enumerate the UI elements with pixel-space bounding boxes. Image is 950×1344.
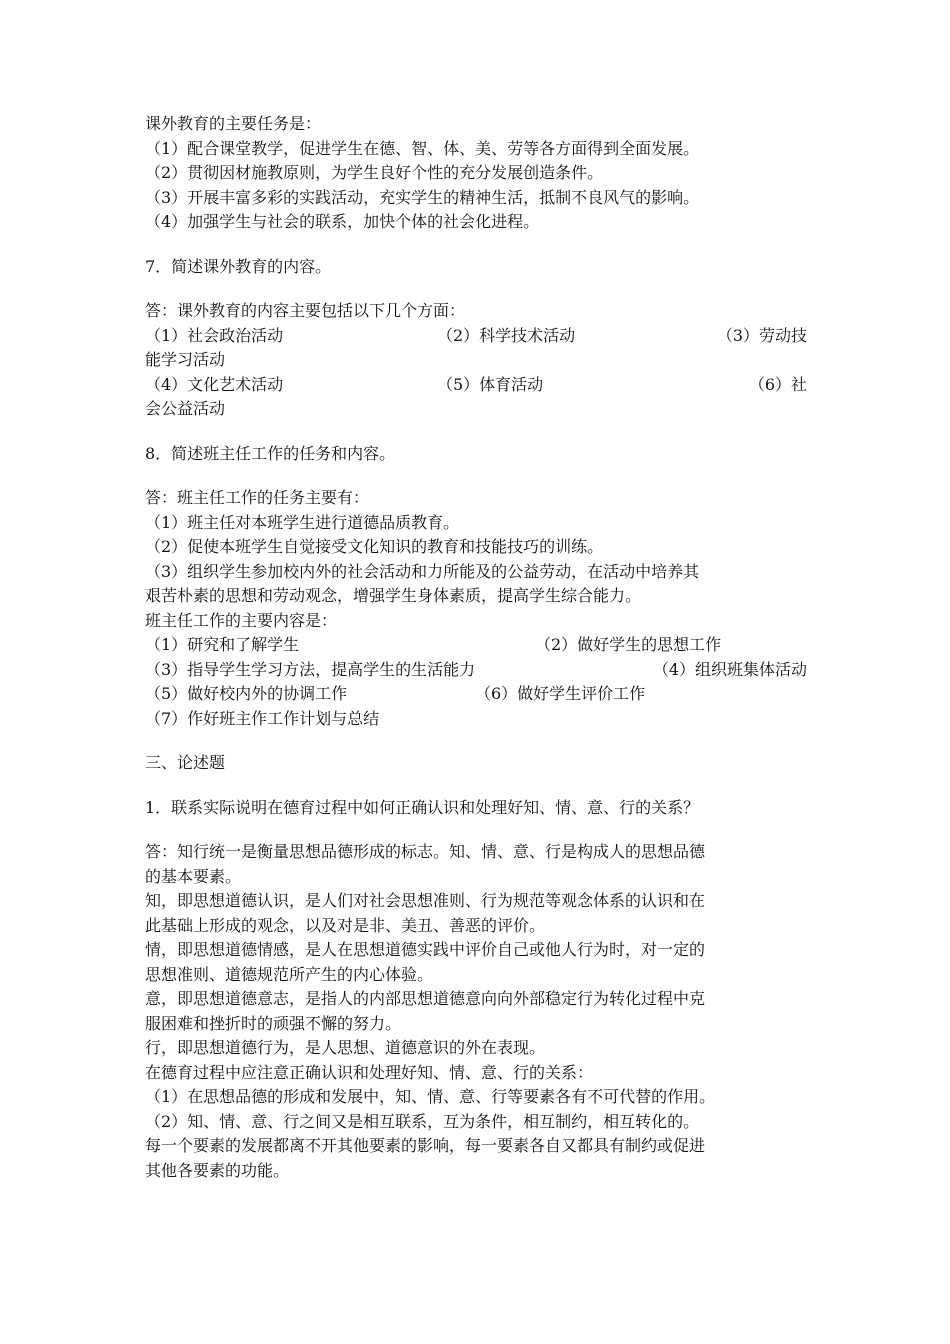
answer-line: 意，即思想道德意志，是指人的内部思想道德意向向外部稳定行为转化过程中克 bbox=[145, 989, 706, 1008]
list-item: （2）促使本班学生自觉接受文化知识的教育和技能技巧的训练。 bbox=[145, 537, 604, 556]
list-item: （1）研究和了解学生 bbox=[145, 635, 300, 654]
list-item: （3）组织学生参加校内外的社会活动和力所能及的公益劳动，在活动中培养其 bbox=[145, 561, 700, 581]
list-item: （5）体育活动 bbox=[437, 374, 544, 394]
list-item: （4）组织班集体活动 bbox=[652, 659, 807, 679]
question-7: 7．简述课外教育的内容。 bbox=[145, 256, 332, 276]
q8-content-intro: 班主任工作的主要内容是： bbox=[145, 610, 338, 630]
answer-line: 的基本要素。 bbox=[145, 866, 242, 886]
spacer bbox=[145, 422, 807, 442]
q7-answer-intro: 答：课外教育的内容主要包括以下几个方面： bbox=[145, 301, 466, 320]
q7-row-1 bbox=[145, 324, 807, 349]
document-page bbox=[145, 112, 807, 1183]
question-8: 8．简述班主任工作的任务和内容。 bbox=[145, 443, 396, 463]
spacer bbox=[145, 279, 807, 299]
list-item: （1）社会政治活动 bbox=[145, 325, 284, 345]
list-item: （7）作好班主作工作计划与总结 bbox=[145, 708, 380, 728]
q8-content-row-1 bbox=[145, 633, 807, 658]
list-item: （5）做好校内外的协调工作 bbox=[145, 684, 348, 703]
spacer bbox=[145, 820, 807, 840]
q8-answer-intro: 答：班主任工作的任务主要有： bbox=[145, 488, 370, 507]
list-item: （6）社 bbox=[748, 374, 807, 394]
spacer bbox=[145, 731, 807, 751]
answer-line: 其他各要素的功能。 bbox=[145, 1160, 290, 1180]
answer-line: 在德育过程中应注意正确认识和处理好知、情、意、行的关系： bbox=[145, 1062, 594, 1082]
list-item: （2）做好学生的思想工作 bbox=[535, 635, 722, 654]
list-item: （1）配合课堂教学，促进学生在德、智、体、美、劳等各方面得到全面发展。 bbox=[145, 138, 700, 158]
q8-content-row-3 bbox=[145, 682, 807, 707]
list-item: （3）劳动技 bbox=[716, 325, 807, 345]
list-item: （1）班主任对本班学生进行道德品质教育。 bbox=[145, 512, 460, 532]
answer-line: 服困难和挫折时的顽强不懈的努力。 bbox=[145, 1013, 402, 1033]
answer-line: 情，即思想道德情感，是人在思想道德实践中评价自己或他人行为时，对一定的 bbox=[145, 940, 706, 959]
spacer bbox=[145, 466, 807, 486]
list-item: （3）开展丰富多彩的实践活动，充实学生的精神生活，抵制不良风气的影响。 bbox=[145, 187, 700, 207]
list-item: （2）科学技术活动 bbox=[437, 325, 576, 345]
list-item: （2）贯彻因材施教原则，为学生良好个性的充分发展创造条件。 bbox=[145, 163, 604, 182]
section3-question-1: 1．联系实际说明在德育过程中如何正确认识和处理好知、情、意、行的关系？ bbox=[145, 797, 700, 817]
q7-row-2-wrap: 会公益活动 bbox=[145, 399, 226, 418]
answer-line: 答：知行统一是衡量思想品德形成的标志。知、情、意、行是构成人的思想品德 bbox=[145, 842, 706, 861]
answer-line: 思想准则、道德规范所产生的内心体验。 bbox=[145, 964, 434, 984]
list-item: 艰苦朴素的思想和劳动观念，增强学生身体素质，提高学生综合能力。 bbox=[145, 586, 642, 605]
answer-line: （2）知、情、意、行之间又是相互联系，互为条件，相互制约，相互转化的。 bbox=[145, 1111, 700, 1131]
answer-line: 知，即思想道德认识，是人们对社会思想准则、行为规范等观念体系的认识和在 bbox=[145, 891, 706, 910]
list-item: （3）指导学生学习方法，提高学生的生活能力 bbox=[145, 659, 476, 679]
section1-intro: 课外教育的主要任务是： bbox=[145, 114, 322, 133]
section3-heading: 三、论述题 bbox=[145, 753, 226, 772]
answer-line: 每一个要素的发展都离不开其他要素的影响，每一要素各自又都具有制约或促进 bbox=[145, 1136, 706, 1155]
q7-row-1-wrap: 能学习活动 bbox=[145, 350, 226, 369]
answer-line: 行，即思想道德行为，是人思想、道德意识的外在表现。 bbox=[145, 1038, 546, 1057]
list-item: （6）做好学生评价工作 bbox=[475, 684, 646, 703]
list-item: （4）加强学生与社会的联系，加快个体的社会化进程。 bbox=[145, 212, 540, 231]
q7-row-2 bbox=[145, 373, 807, 398]
answer-line: （1）在思想品德的形成和发展中，知、情、意、行等要素各有不可代替的作用。 bbox=[145, 1087, 716, 1106]
answer-line: 此基础上形成的观念，以及对是非、美丑、善恶的评价。 bbox=[145, 915, 546, 935]
list-item: （4）文化艺术活动 bbox=[145, 374, 284, 394]
spacer bbox=[145, 776, 807, 796]
spacer bbox=[145, 235, 807, 255]
q8-content-row-2 bbox=[145, 658, 807, 683]
